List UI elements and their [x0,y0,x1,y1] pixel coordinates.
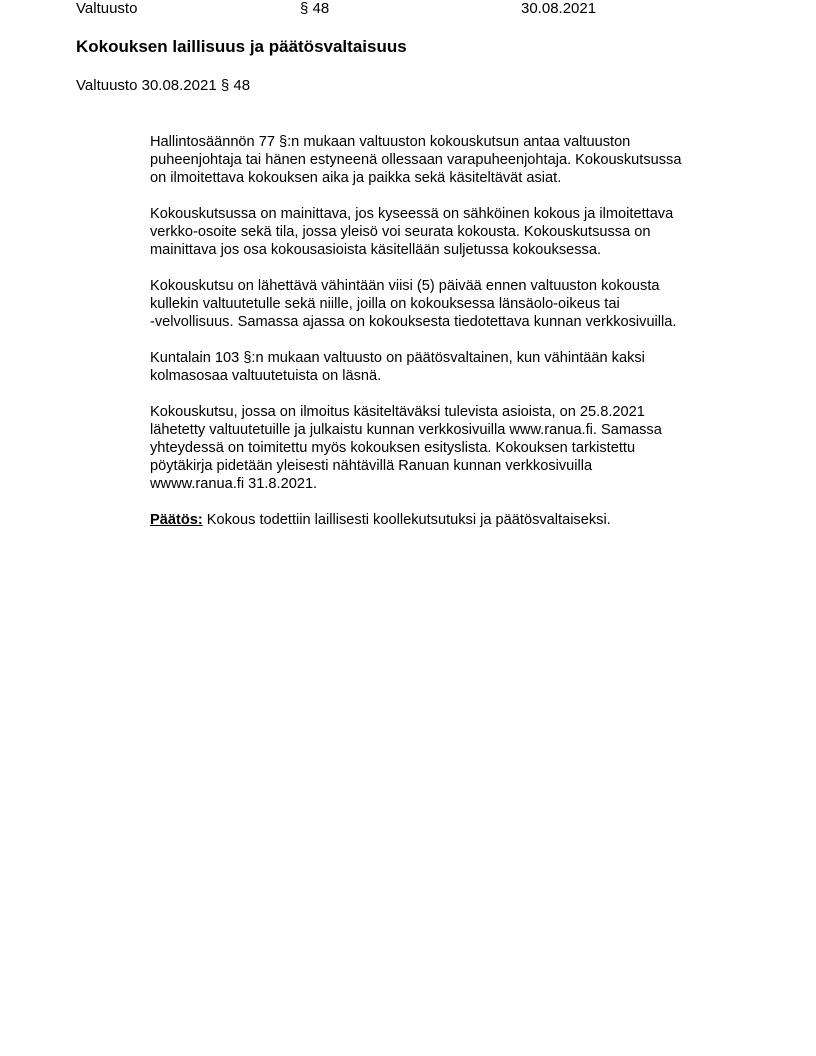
paragraph-line: verkko-osoite sekä tila, jossa yleisö voi seurata kokousta. Kokouskutsussa on [150,224,651,240]
paragraph-line: mainittava jos osa kokousasioista käsitellään suljetussa kokouksessa. [150,242,602,258]
paragraph [150,133,770,187]
paragraph-line: Kokouskutsu on lähettävä vähintään viisi (5) päivää ennen valtuuston kokousta [150,278,660,294]
decision-label: Päätös: [150,512,203,528]
page-title: Kokouksen laillisuus ja päätösvaltaisuus [76,37,407,56]
paragraph-line: yhteydessä on toimitettu myös kokouksen esityslista. Kokouksen tarkistettu [150,440,636,456]
decision-text: Kokous todettiin laillisesti koollekutsutuksi ja päätösvaltaiseksi. [202,512,611,528]
paragraph-line: kolmasosaa valtuutetuista on läsnä. [150,368,382,384]
paragraph-line: kullekin valtuutetulle sekä niille, joilla on kokouksessa länsäolo-oikeus tai [150,296,620,312]
paragraph-line: puheenjohtaja tai hänen estyneenä ollessaan varapuheenjohtaja. Kokouskutsussa [150,152,682,168]
paragraph [150,205,770,259]
paragraph-line: wwww.ranua.fi 31.8.2021. [150,476,318,492]
document-body [150,133,770,547]
header-section: § 48 [300,0,330,17]
decision [150,511,770,529]
paragraph-line: pöytäkirja pidetään yleisesti nähtävillä Ranuan kunnan verkkosivuilla [150,458,593,474]
paragraph-line: Kokouskutsu, jossa on ilmoitus käsiteltäväksi tulevista asioista, on 25.8.2021 [150,404,645,420]
paragraph-line: lähetetty valtuutetuille ja julkaistu kunnan verkkosivuilla www.ranua.fi. Samassa [150,422,662,438]
subtitle: Valtuusto 30.08.2021 § 48 [76,77,251,94]
header-body: Valtuusto [76,0,138,17]
paragraph-line: Kokouskutsussa on mainittava, jos kyseessä on sähköinen kokous ja ilmoitettava [150,206,674,222]
paragraph [150,403,770,493]
paragraph-line: Hallintosäännön 77 §:n mukaan valtuuston kokouskutsun antaa valtuuston [150,134,631,150]
header-date: 30.08.2021 [521,0,597,17]
paragraph [150,277,770,331]
paragraph-line: -velvollisuus. Samassa ajassa on kokouksesta tiedotettava kunnan verkkosivuilla. [150,314,677,330]
paragraph-line: on ilmoitettava kokouksen aika ja paikka sekä käsiteltävät asiat. [150,170,562,186]
paragraph-line: Kuntalain 103 §:n mukaan valtuusto on päätösvaltainen, kun vähintään kaksi [150,350,645,366]
paragraph [150,349,770,385]
